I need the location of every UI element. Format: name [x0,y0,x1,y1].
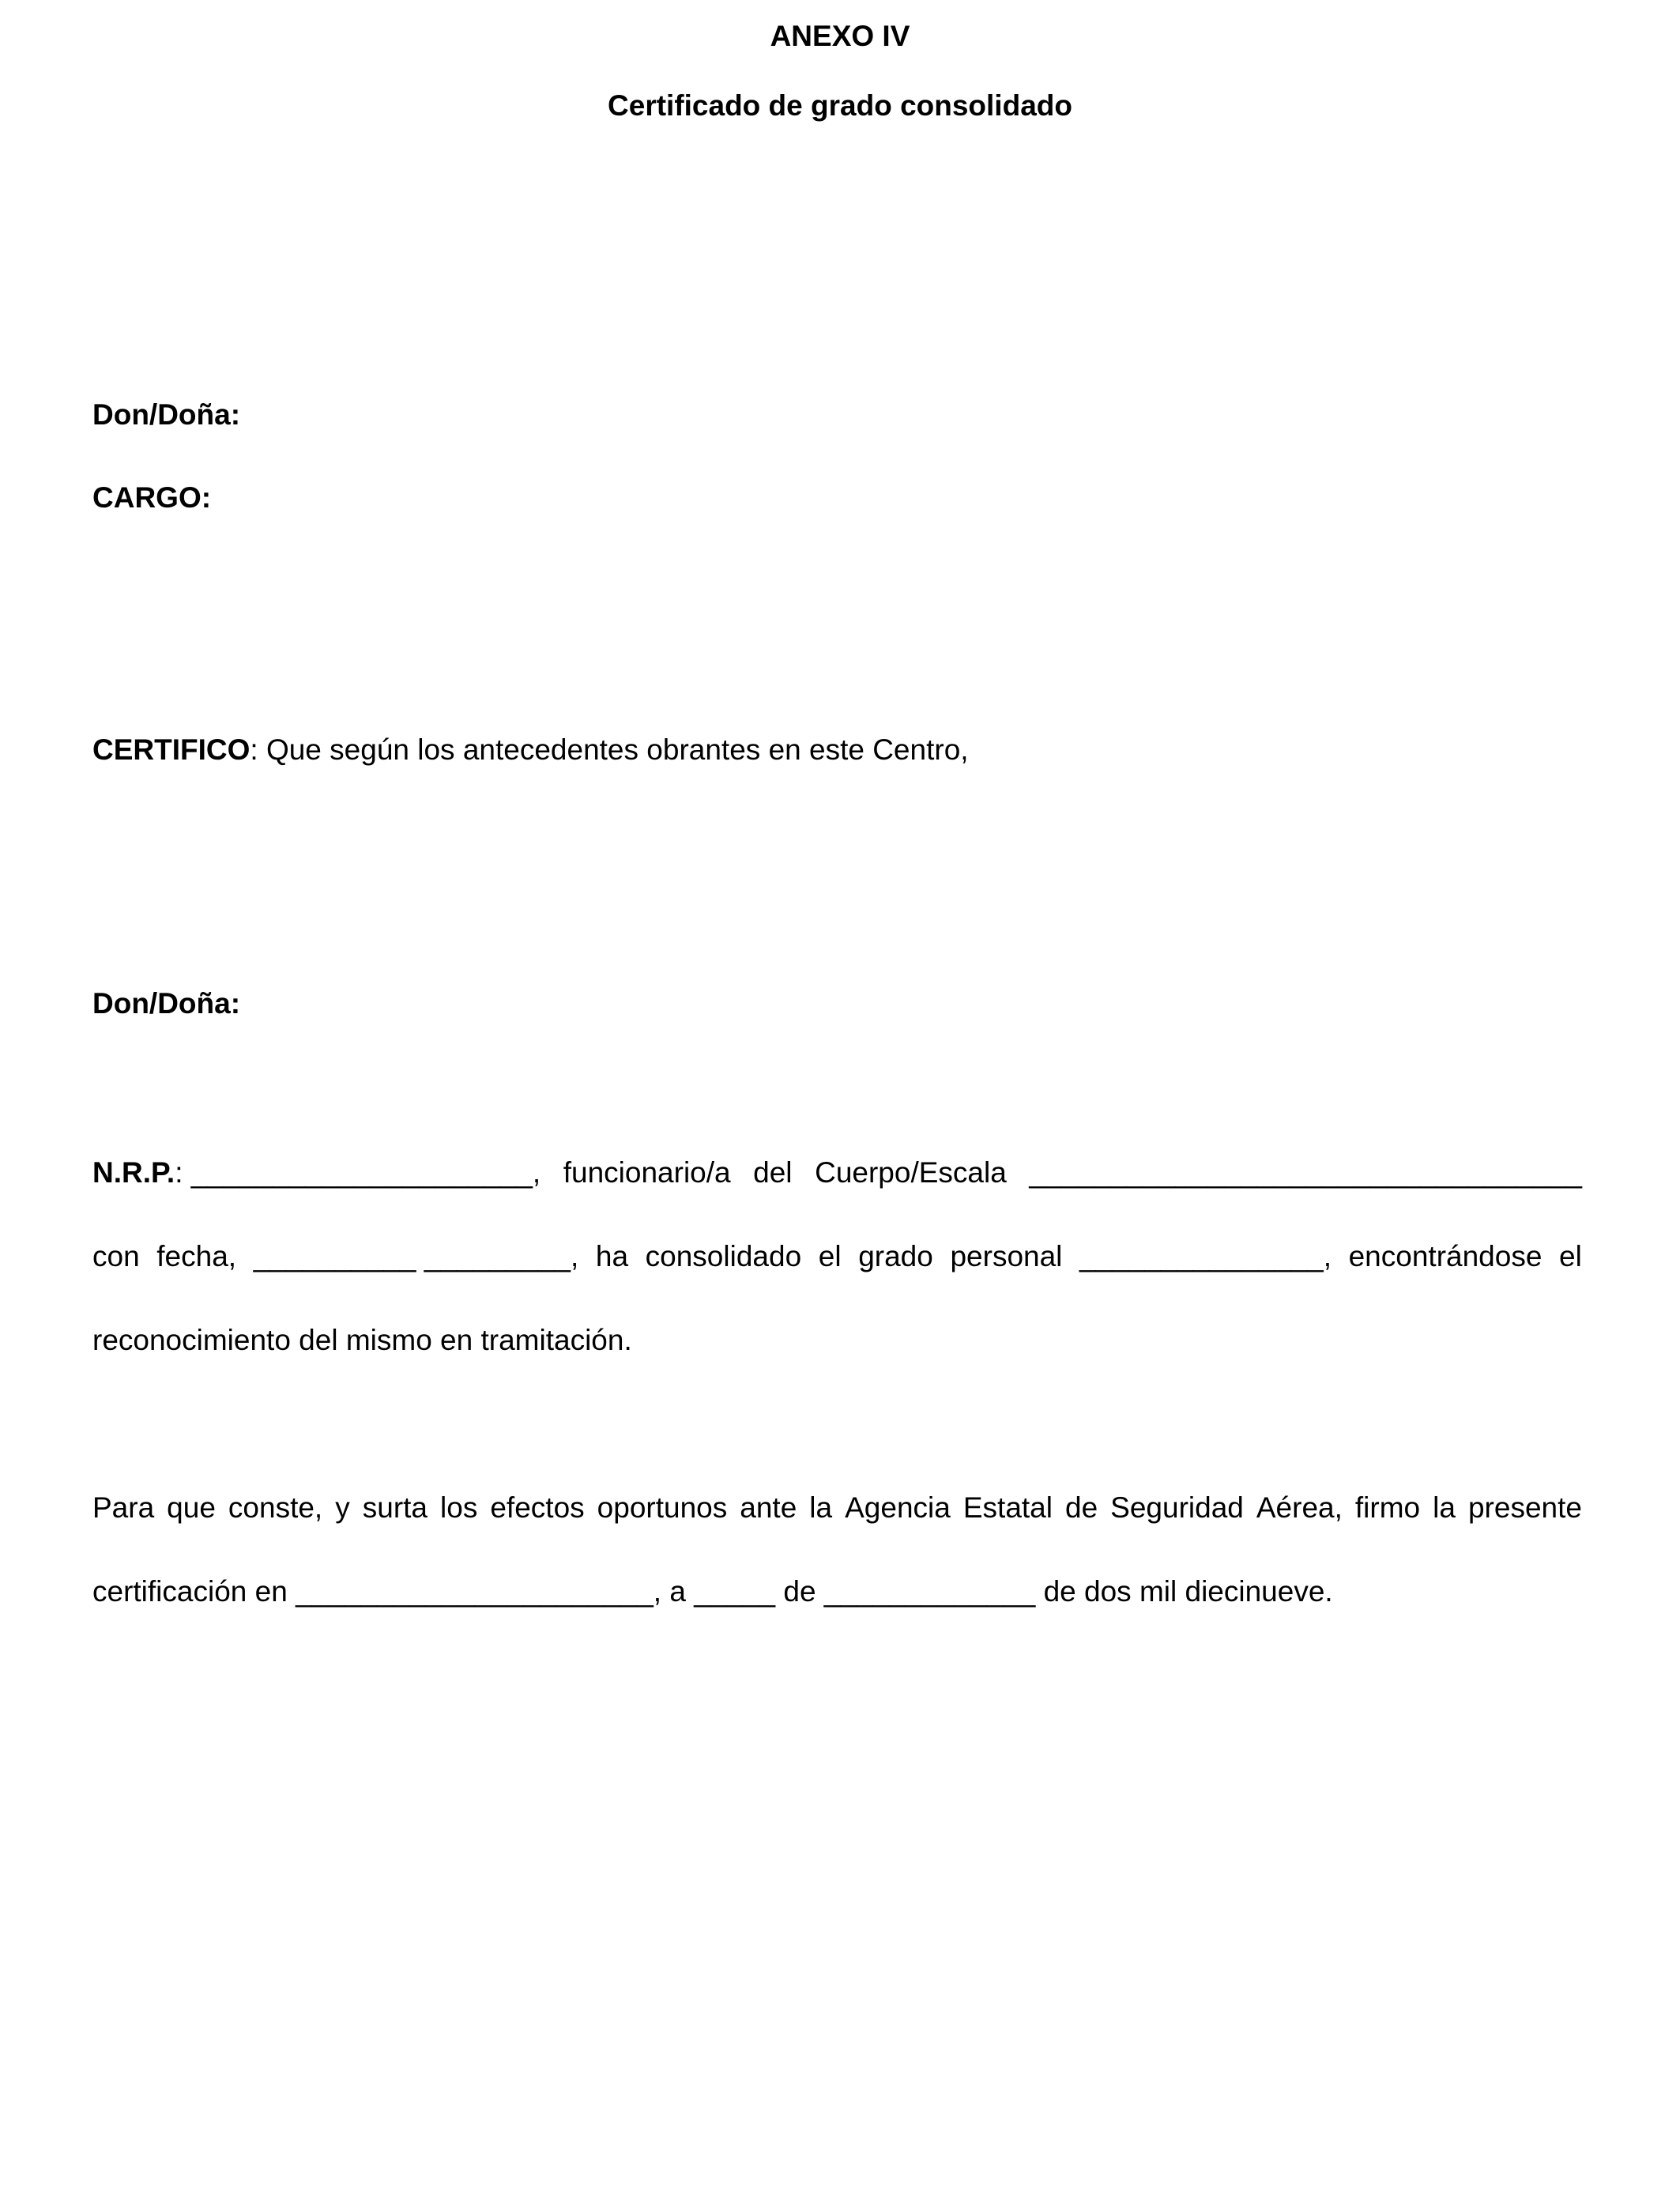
nrp-label: N.R.P. [92,1156,175,1189]
annex-heading: ANEXO IV [770,20,910,52]
certifies-label: CERTIFICO [92,733,250,766]
certifies-statement [92,733,969,767]
cuerpo-escala-blank: __________________________________ [1029,1156,1582,1189]
grade-blank: _______________, [1079,1240,1332,1272]
document-title: Certificado de grado consolidado [608,89,1072,122]
nrp-blank: _____________________, [190,1156,541,1189]
nrp-line-1: N.R.P.: _____________________, funcionario/a del Cuerpo/Escala __________________________________ [92,1156,1582,1189]
closing-line-2: certificación en ______________________, a _____ de _____________ de dos mil diecinueve. [92,1575,1333,1608]
signer-position-label: CARGO: [92,481,212,514]
certifies-text: : Que según los antecedentes obrantes en este Centro, [250,733,969,766]
date-blank: __________ _________, [253,1240,579,1272]
nrp-line-2: con fecha, __________ _________, ha consolidado el grado personal _______________, encontrándose el [92,1240,1582,1272]
signer-name-label: Don/Doña: [92,398,241,431]
closing-line-1: Para que conste, y surta los efectos oportunos ante la Agencia Estatal de Seguridad Aérea, firmo la presente [92,1491,1582,1524]
nrp-line-3: reconocimiento del mismo en tramitación. [92,1324,632,1356]
subject-name-label: Don/Doña: [92,987,241,1020]
